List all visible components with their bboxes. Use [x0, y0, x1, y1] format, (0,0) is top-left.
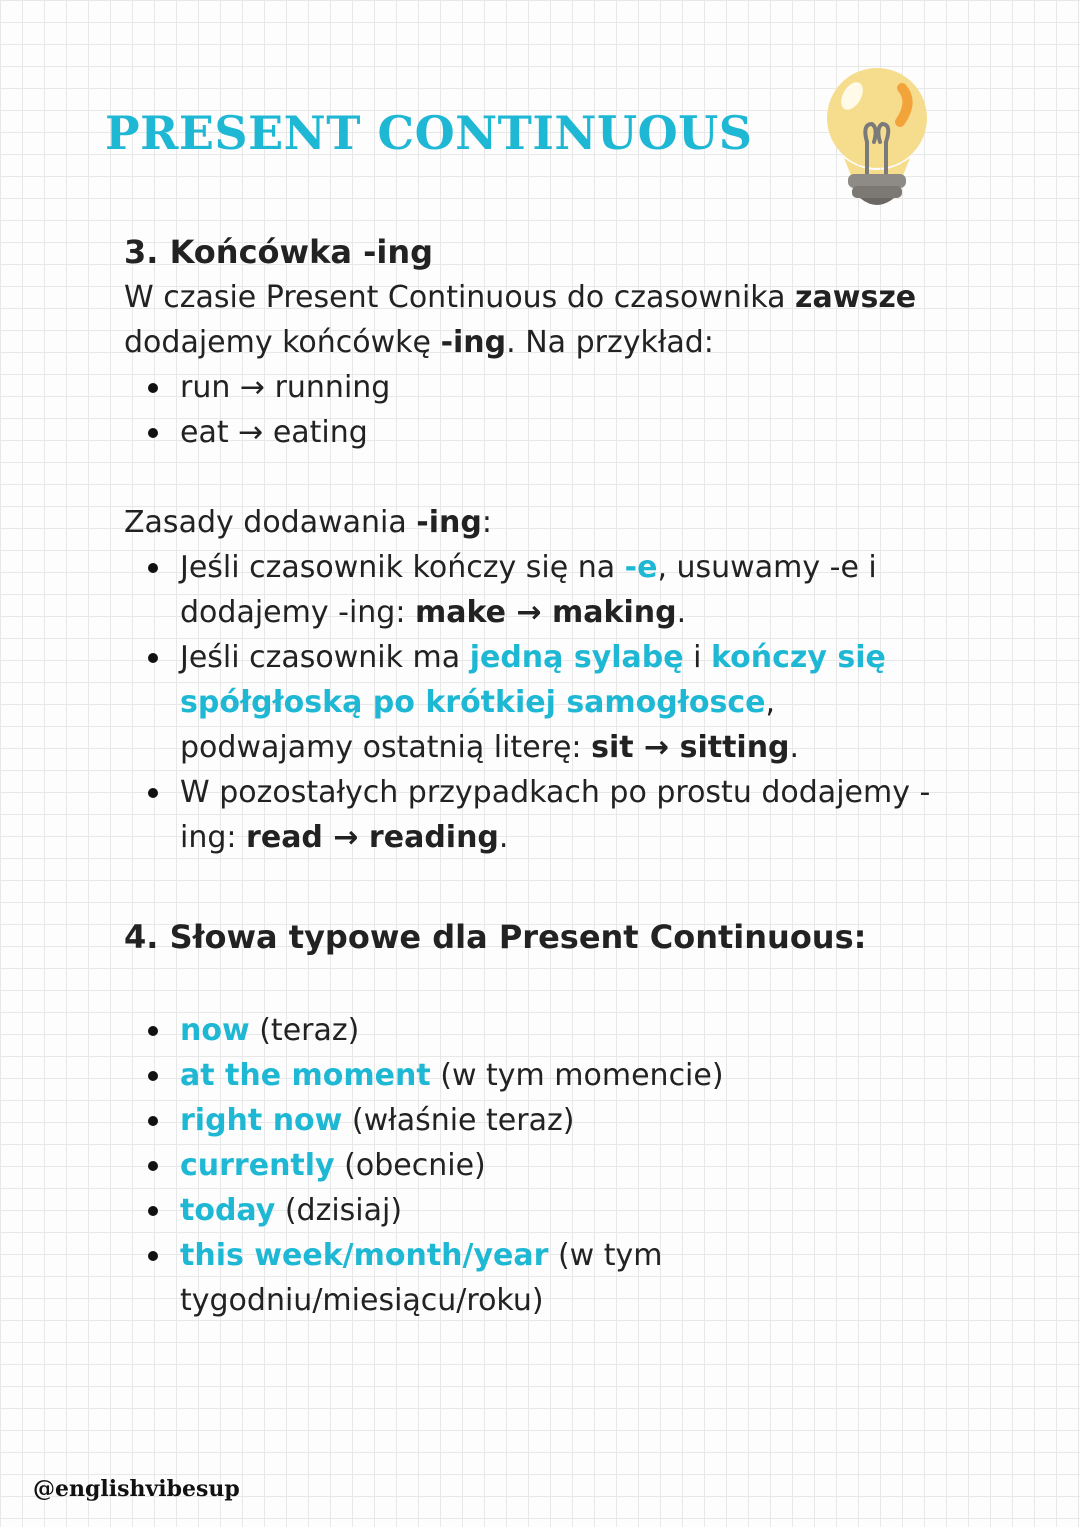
example-list — [124, 365, 954, 455]
list-item: currently (obecnie) — [180, 1143, 954, 1188]
list-item: Jeśli czasownik kończy się na -e, usuwamy -e i dodajemy -ing: make → making. — [180, 545, 954, 635]
signal-words-list — [124, 1008, 954, 1323]
list-item: this week/month/year (w tym tygodniu/miesiącu/roku) — [180, 1233, 954, 1323]
author-handle: @englishvibesup — [33, 1476, 240, 1502]
section-3-heading: 3. Końcówka -ing — [124, 233, 434, 271]
list-item: eat → eating — [180, 410, 954, 455]
list-item: Jeśli czasownik ma jedną sylabę i kończy się spółgłoską po krótkiej samogłosce, podwajamy ostatnią literę: sit → sitting. — [180, 635, 954, 770]
rules-intro: Zasady dodawania -ing: — [124, 505, 492, 540]
list-item: W pozostałych przypadkach po prostu dodajemy -ing: read → reading. — [180, 770, 954, 860]
rules-list — [124, 545, 954, 860]
list-item: run → running — [180, 365, 954, 410]
section-4-heading: 4. Słowa typowe dla Present Continuous: — [124, 918, 867, 956]
section-3-intro: W czasie Present Continuous do czasownika zawsze dodajemy końcówkę -ing. Na przykład: — [124, 280, 917, 360]
notes-content — [124, 230, 954, 1323]
list-item: today (dzisiaj) — [180, 1188, 954, 1233]
page-title: PRESENT CONTINUOUS — [105, 106, 753, 160]
list-item: right now (właśnie teraz) — [180, 1098, 954, 1143]
lightbulb-icon — [822, 62, 932, 214]
list-item: now (teraz) — [180, 1008, 954, 1053]
list-item: at the moment (w tym momencie) — [180, 1053, 954, 1098]
